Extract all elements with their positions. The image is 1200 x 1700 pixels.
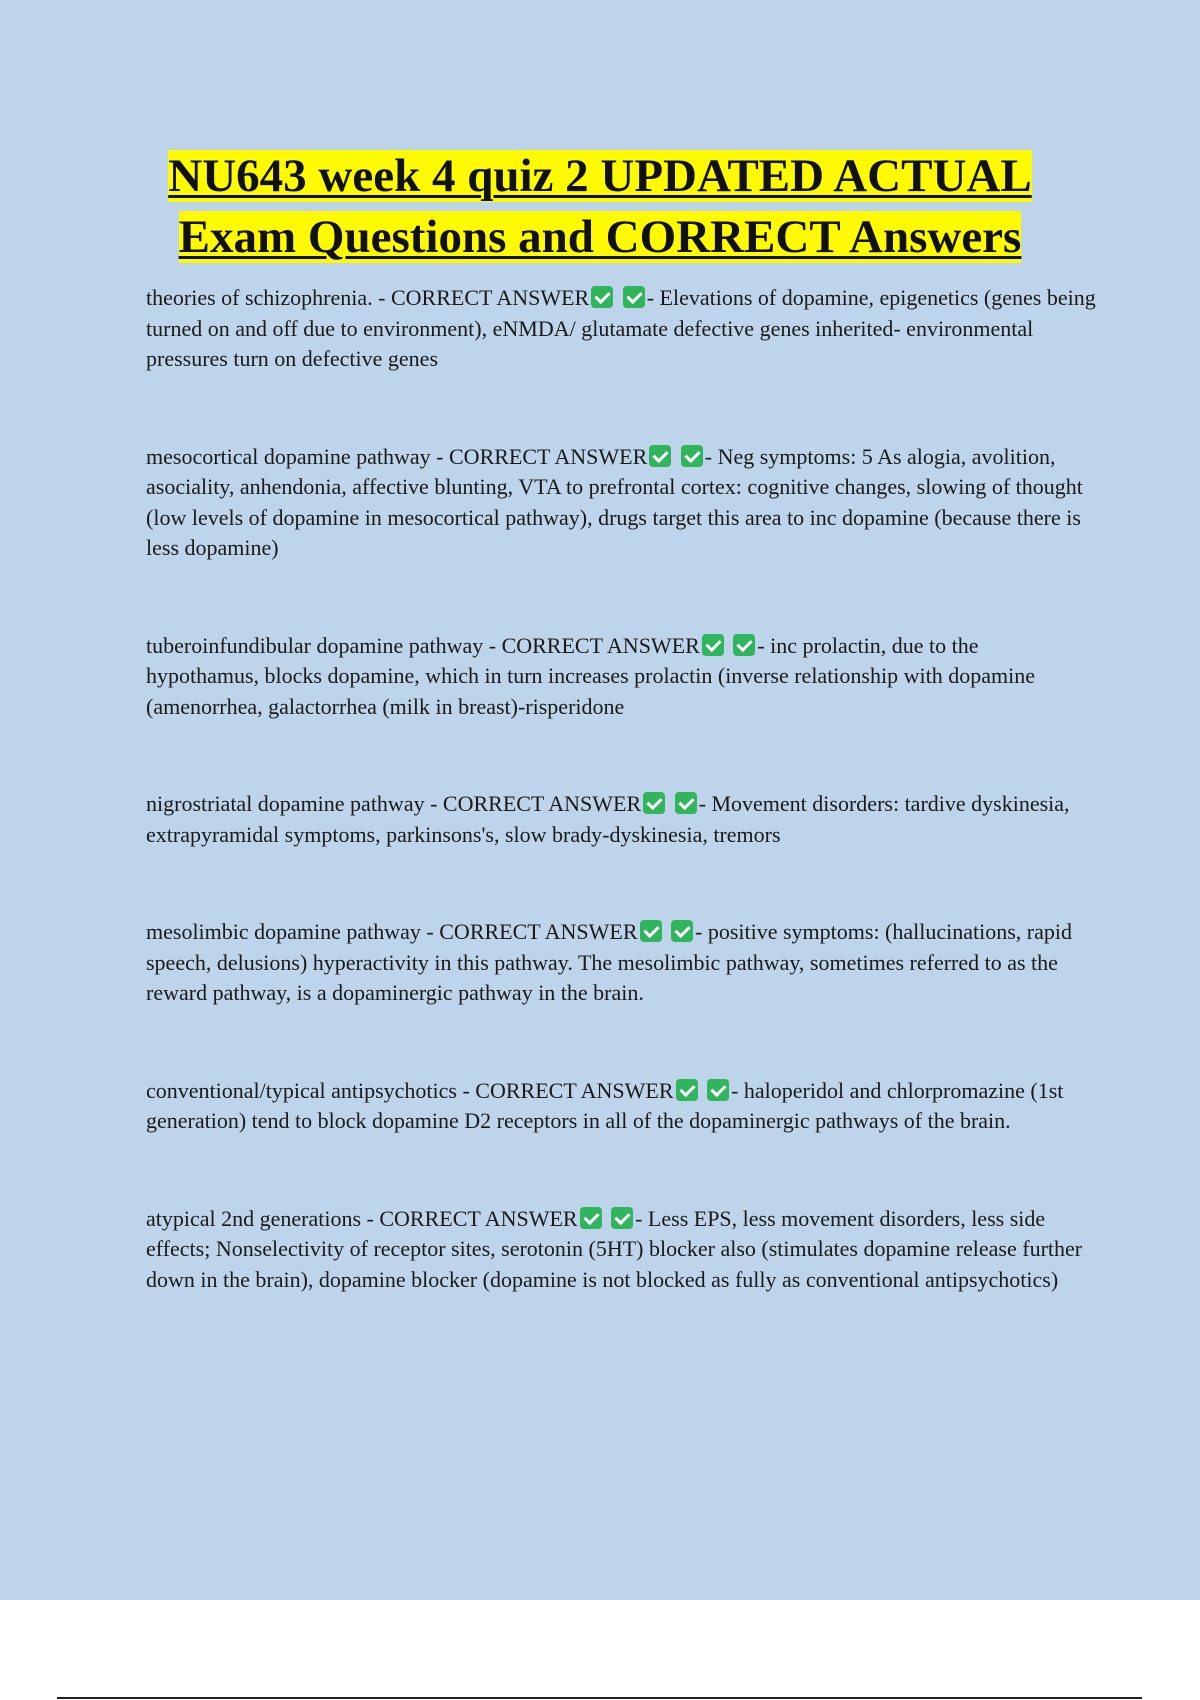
- answer-text: - haloperidol and chlorpromazine (1st generation) tend to block dopamine D2 receptors in all of the dopaminergic pathways of the brain.: [146, 1077, 1064, 1133]
- answer-text: - Less EPS, less movement disorders, less side effects; Nonselectivity of receptor sites, serotonin (5HT) blocker also (stimulates dopamine release further down in the brain), dopamine blocker (dopamine is not blocked as fully as conventional antipsychotics): [146, 1205, 1083, 1292]
- answer-text: - positive symptoms: (hallucinations, rapid speech, delusions) hyperactivity in this pathway. The mesolimbic pathway, sometimes referred to as the reward pathway, is a dopaminergic pathway in the brain.: [146, 919, 1073, 1005]
- qa-list: [146, 283, 1096, 1362]
- answer-text: - Elevations of dopamine, epigenetics (genes being turned on and off due to environment), eNMDA/ glutamate defective genes inherited- environmental pressures turn on defective genes: [146, 285, 1096, 371]
- check-mark-icon: [676, 1079, 698, 1101]
- check-mark-icon: [707, 1079, 729, 1101]
- title-line-2: Exam Questions and CORRECT Answers: [178, 211, 1022, 263]
- question-text: tuberoinfundibular dopamine pathway - CORRECT ANSWER: [146, 632, 700, 658]
- check-mark-icon: [675, 792, 697, 814]
- answer-text: - Movement disorders: tardive dyskinesia, extrapyramidal symptoms, parkinsons's, slow brady-dyskinesia, tremors: [146, 791, 1070, 847]
- check-mark-icon: [702, 634, 724, 656]
- qa-item: [146, 789, 1096, 850]
- question-text: mesocortical dopamine pathway - CORRECT ANSWER: [146, 443, 648, 469]
- answer-text: - Neg symptoms: 5 As alogia, avolition, asociality, anhendonia, affective blunting, VTA to prefrontal cortex: cognitive changes, slowing of thought (low levels of dopamine in mesocortical pathway), drugs target this area to inc dopamine (because there is less dopamine): [146, 443, 1083, 560]
- question-text: mesolimbic dopamine pathway - CORRECT ANSWER: [146, 919, 638, 944]
- qa-item: [146, 631, 1096, 723]
- check-mark-icon: [640, 920, 662, 942]
- check-mark-icon: [580, 1207, 602, 1229]
- title-line-1: NU643 week 4 quiz 2 UPDATED ACTUAL: [168, 150, 1032, 202]
- qa-item: [146, 283, 1096, 375]
- check-mark-icon: [649, 445, 671, 467]
- check-mark-icon: [611, 1207, 633, 1229]
- question-text: theories of schizophrenia. - CORRECT ANSWER: [146, 285, 590, 310]
- check-mark-icon: [681, 445, 703, 467]
- check-mark-icon: [733, 634, 755, 656]
- document-title: [0, 146, 1200, 268]
- qa-item: [146, 1076, 1096, 1137]
- check-mark-icon: [623, 286, 645, 308]
- question-text: conventional/typical antipsychotics - CORRECT ANSWER: [146, 1077, 674, 1103]
- question-text: nigrostriatal dopamine pathway - CORRECT ANSWER: [146, 791, 642, 816]
- qa-item: [146, 917, 1096, 1009]
- question-text: atypical 2nd generations - CORRECT ANSWER: [146, 1205, 578, 1231]
- qa-item: [146, 442, 1096, 564]
- check-mark-icon: [591, 286, 613, 308]
- check-mark-icon: [643, 792, 665, 814]
- footer-divider: [57, 1697, 1142, 1699]
- check-mark-icon: [671, 920, 693, 942]
- answer-text: - inc prolactin, due to the hypothamus, blocks dopamine, which in turn increases prolactin (inverse relationship with dopamine (amenorrhea, galactorrhea (milk in breast)-risperidone: [146, 632, 1035, 719]
- qa-item: [146, 1204, 1096, 1296]
